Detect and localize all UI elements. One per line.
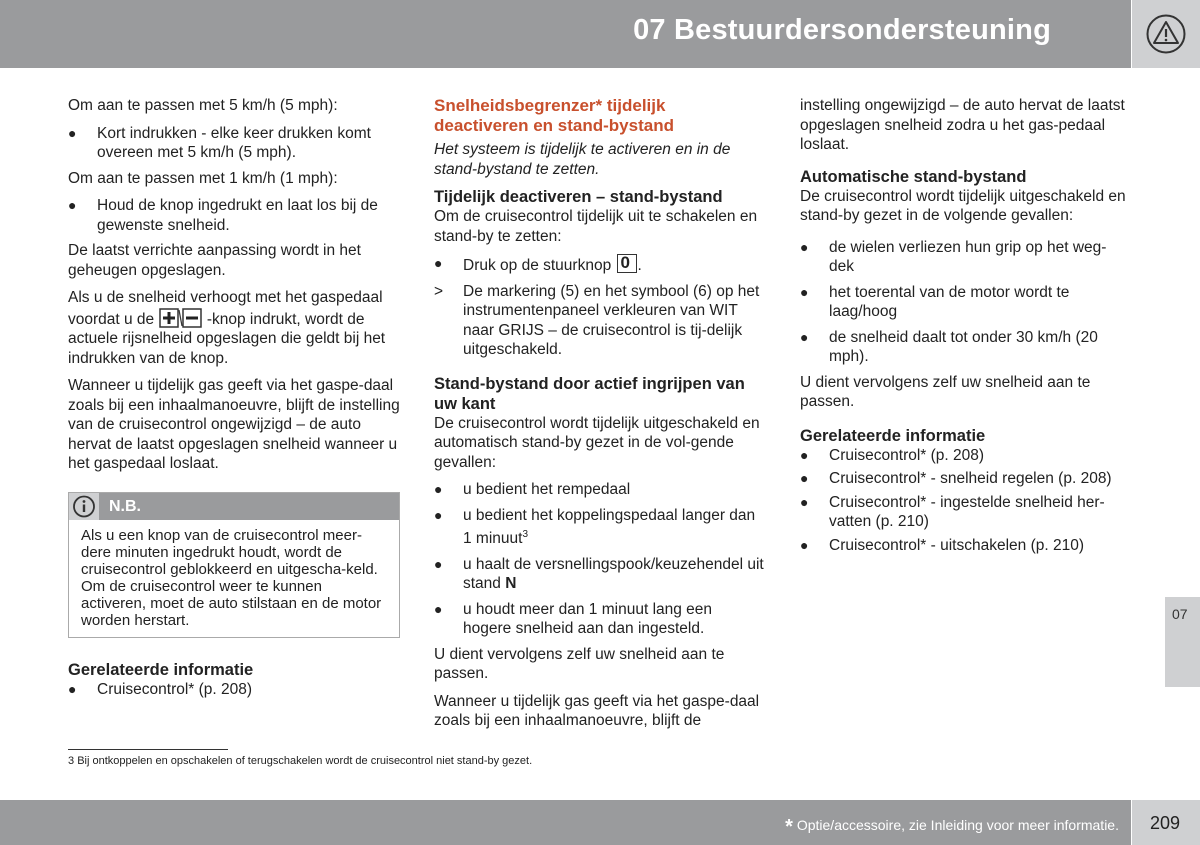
bullet-icon: ●	[68, 680, 77, 697]
list-item: ● Kort indrukken - elke keer drukken komt overeen met 5 km/h (5 mph).	[68, 124, 371, 161]
column-3	[800, 96, 1130, 559]
subheading: Automatische stand-bystand	[800, 167, 1027, 186]
related-item[interactable]: ● Cruisecontrol* - snelheid regelen (p. 208)	[800, 470, 1112, 487]
paragraph: Om aan te passen met 5 km/h (5 mph):	[68, 97, 338, 114]
paragraph: De cruisecontrol wordt tijdelijk uitgeschakeld en automatisch stand-by gezet in de vol-gende gevallen:	[434, 414, 760, 471]
paragraph: U dient vervolgens zelf uw snelheid aan te passen.	[434, 645, 725, 683]
paragraph: U dient vervolgens zelf uw snelheid aan te passen.	[800, 373, 1091, 410]
bullet-icon: ●	[434, 255, 443, 271]
subheading: Stand-bystand door actief ingrijpen van uw kant	[434, 374, 745, 413]
column-2	[434, 96, 764, 739]
bullet-icon: ●	[434, 481, 443, 497]
paragraph: Als u de snelheid verhoogt met het gaspedaal voordat u de -knop indrukt, wordt de actuele rijsnelheid opgeslagen die geldt bij het indrukken van de knop.	[68, 289, 386, 367]
bullet-icon: ●	[434, 555, 443, 572]
section-intro: Het systeem is tijdelijk te activeren en in de stand-bystand te zetten.	[434, 141, 731, 178]
bullet-icon: ●	[800, 328, 809, 345]
related-item[interactable]: ● Cruisecontrol* (p. 208)	[68, 680, 253, 698]
paragraph: De cruisecontrol wordt tijdelijk uitgeschakeld en stand-by gezet in de volgende gevallen:	[800, 187, 1126, 224]
paragraph: Om aan te passen met 1 km/h (1 mph):	[68, 169, 338, 187]
list-item: ● het toerental van de motor wordt te laag/hoog	[800, 283, 1070, 320]
related-heading: Gerelateerde informatie	[68, 660, 254, 679]
page-number: 209	[1150, 813, 1181, 833]
chapter-tab[interactable]: 07	[1165, 597, 1200, 687]
list-item: ● Druk op de stuurknop 0 .	[434, 253, 642, 274]
list-item: ● de snelheid daalt tot onder 30 km/h (20 mph).	[800, 328, 1098, 365]
related-item[interactable]: ● Cruisecontrol* - ingestelde snelheid her-vatten (p. 210)	[800, 493, 1105, 530]
page-number-box	[1132, 800, 1200, 845]
bullet-icon: ●	[800, 493, 809, 510]
bullet-icon: ●	[434, 600, 443, 617]
bullet-icon: ●	[800, 446, 809, 463]
footnote-divider	[68, 749, 228, 750]
note-header	[69, 493, 399, 520]
footer-bar	[0, 800, 1131, 845]
paragraph: Wanneer u tijdelijk gas geeft via het gaspe-daal zoals bij een inhaalmanoeuvre, blijft de	[434, 692, 760, 730]
result-item: > De markering (5) en het symbool (6) op het instrumentenpaneel verkleuren van WIT naar GRIJS – de cruisecontrol is tij-delijk uitgeschakeld.	[434, 282, 760, 358]
bullet-icon: ●	[800, 470, 809, 486]
related-heading: Gerelateerde informatie	[800, 426, 986, 445]
bullet-icon: ●	[800, 283, 809, 300]
header-bar	[0, 0, 1131, 68]
header-icon-box	[1132, 0, 1200, 68]
bullet-icon: ●	[800, 536, 809, 553]
list-item: ● u bedient het rempedaal	[434, 481, 631, 498]
footnote-ref: 3	[522, 529, 529, 540]
footer-note: * Optie/accessoire, zie Inleiding voor meer informatie.	[785, 816, 1119, 838]
info-icon	[69, 493, 99, 520]
plus-minus-button-icon	[159, 311, 207, 328]
chapter-title: 07 Bestuurdersondersteuning	[633, 14, 1051, 46]
note-text: Als u een knop van de cruisecontrol meer-dere minuten ingedrukt houdt, wordt de cruisecontrol geblokkeerd en uitgescha-keld. Om de cruisecontrol weer te kunnen activeren, moet de auto stilstaan en de motor worden herstart.	[81, 526, 382, 629]
list-item: ● de wielen verliezen hun grip op het weg-dek	[800, 238, 1107, 275]
list-item: ● u houdt meer dan 1 minuut lang een hogere snelheid aan dan ingesteld.	[434, 600, 713, 638]
related-item[interactable]: ● Cruisecontrol* - uitschakelen (p. 210)	[800, 536, 1085, 554]
paragraph: Om de cruisecontrol tijdelijk uit te schakelen en stand-by te zetten:	[434, 208, 758, 245]
column-1	[68, 96, 403, 705]
steering-key-icon: 0	[617, 254, 637, 273]
list-item: ● Houd de knop ingedrukt en laat los bij de gewenste snelheid.	[68, 197, 378, 234]
list-item: ● u bedient het koppelingspedaal langer dan 1 minuut$^3$	[434, 506, 756, 548]
bullet-icon: ●	[68, 124, 77, 141]
warning-triangle-icon	[1146, 14, 1186, 54]
note-title: N.B.	[109, 497, 141, 515]
footnote: 3 Bij ontkoppelen en opschakelen of terugschakelen wordt de cruisecontrol niet stand-by gezet.	[68, 755, 533, 767]
note-box	[68, 492, 400, 638]
result-arrow-icon: >	[434, 282, 444, 300]
subheading: Tijdelijk deactiveren – stand-bystand	[434, 188, 723, 206]
paragraph: instelling ongewijzigd – de auto hervat de laatst opgeslagen snelheid zodra u het gas-pedaal loslaat.	[800, 97, 1125, 153]
paragraph: Wanneer u tijdelijk gas geeft via het gaspe-daal zoals bij een inhaalmanoeuvre, blijft de instelling van de cruisecontrol ongewijzigd – de auto hervat de laatst opgeslagen snelheid wanneer u het gaspedaal loslaat.	[68, 377, 400, 472]
bullet-icon: ●	[434, 506, 443, 523]
list-item: ● u haalt de versnellingspook/keuzehendel uit stand N	[434, 555, 764, 593]
bullet-icon: ●	[68, 197, 77, 213]
bullet-icon: ●	[800, 238, 809, 255]
section-heading: Snelheidsbegrenzer* tijdelijk deactiveren en stand-bystand	[434, 96, 674, 135]
related-item[interactable]: ● Cruisecontrol* (p. 208)	[800, 446, 985, 464]
paragraph: De laatst verrichte aanpassing wordt in het geheugen opgeslagen.	[68, 242, 361, 279]
